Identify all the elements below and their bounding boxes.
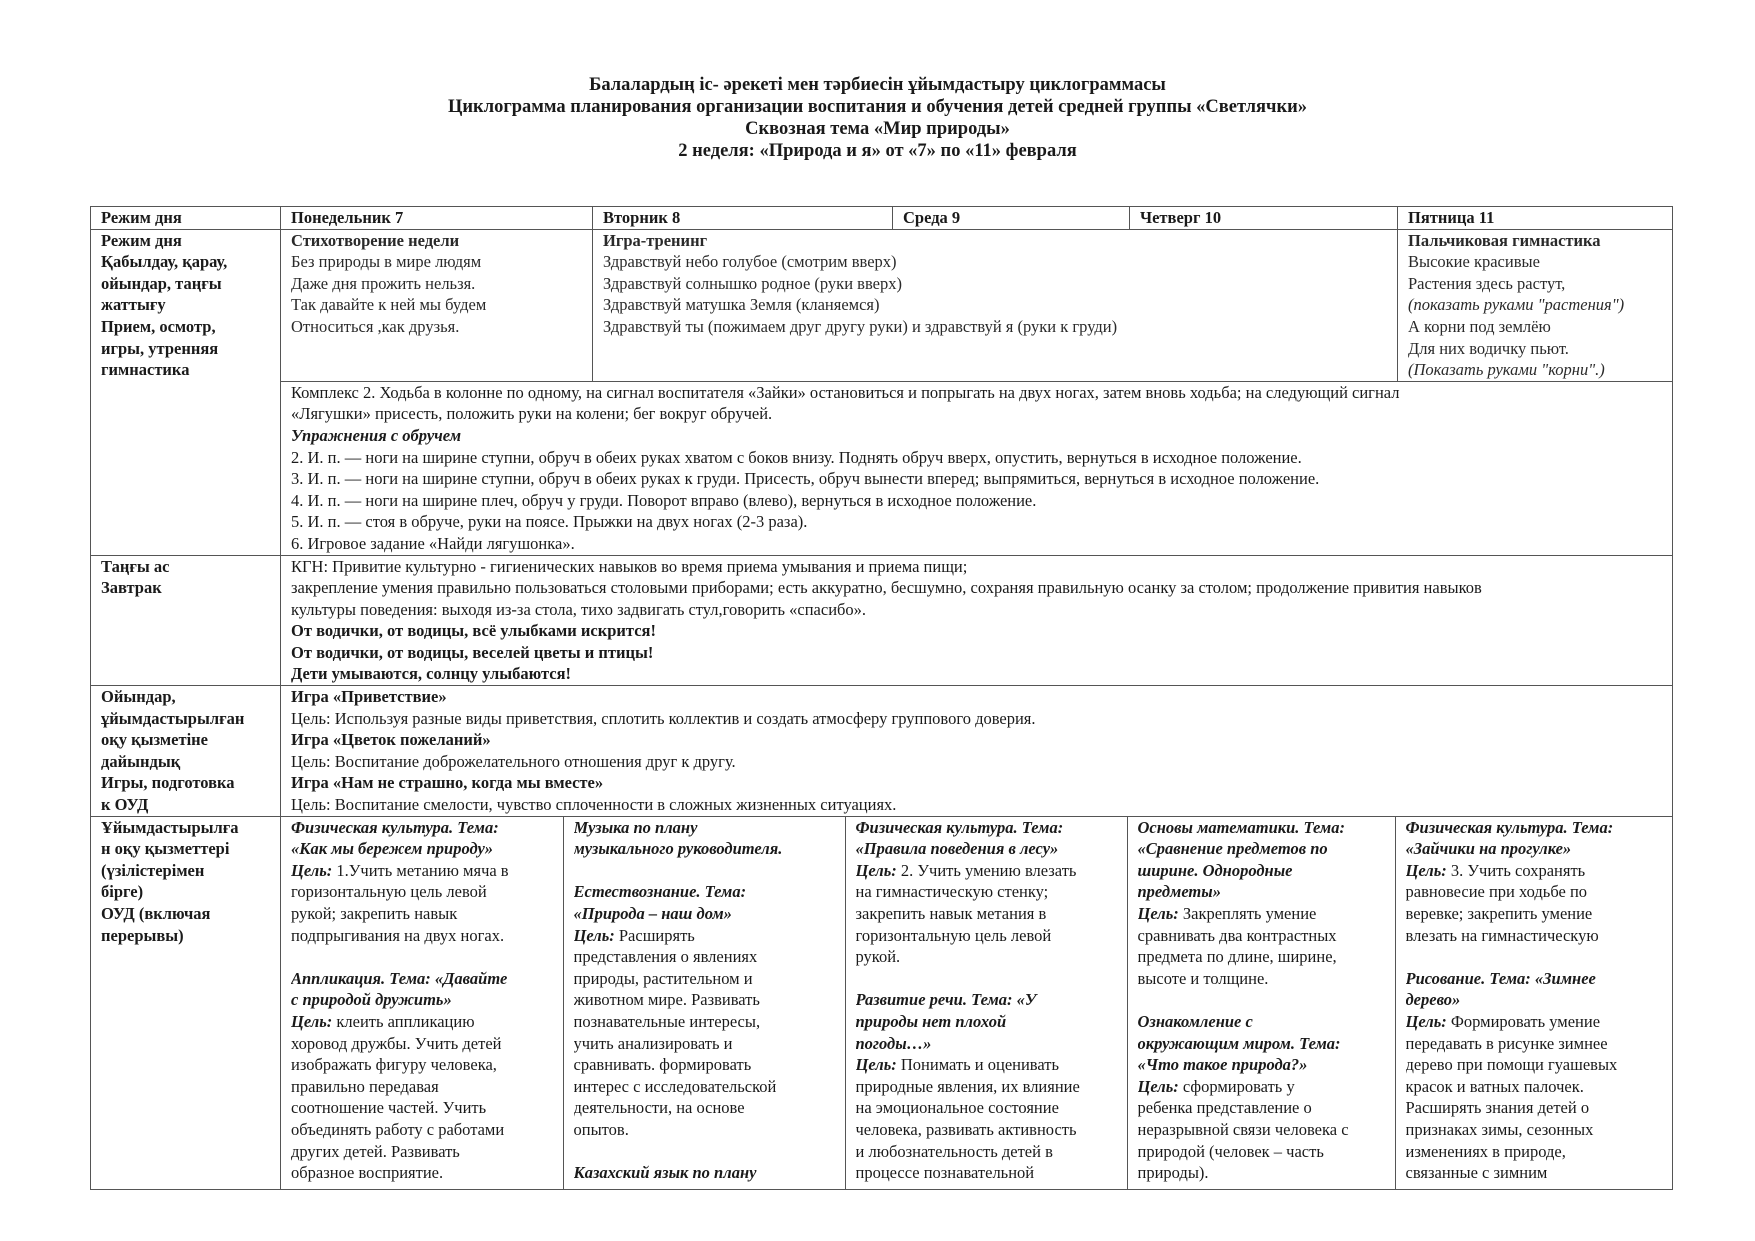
goal-label: Цель: xyxy=(1137,904,1179,923)
hoop-line: 2. И. п. — ноги на ширине ступни, обруч в обеих руках хватом с боков внизу. Поднять обруч вверх, опустить, вернуться в исходное положение. xyxy=(291,447,1302,467)
oud-cell xyxy=(281,816,1673,1189)
hoop-line: 5. И. п. — стоя в обруче, руки на поясе. Прыжки на двух ногах (2-3 раза). xyxy=(291,512,808,532)
lesson-text: влезать на гимнастическую xyxy=(1405,925,1599,945)
breakfast-line: КГН: Привитие культурно - гигиенических навыков во время приема умывания и приема пищи; xyxy=(291,556,968,576)
poem-line: Без природы в мире людям xyxy=(291,252,482,272)
oud-table xyxy=(281,817,1673,1189)
document-header xyxy=(0,74,1755,162)
finger-line: Высокие красивые xyxy=(1408,252,1540,272)
lesson-text: представления о явлениях xyxy=(573,947,758,967)
lesson-topic: «Что такое природа?» xyxy=(1137,1055,1308,1075)
row-label-line: Қабылдау, қарау, xyxy=(101,252,228,272)
goal-label: Цель: xyxy=(1405,860,1447,880)
training-line: Здравствуй матушка Земля (кланяемся) xyxy=(603,295,880,315)
row-label-line: ойындар, таңғы xyxy=(101,273,222,293)
poem-title: Стихотворение недели xyxy=(291,230,460,250)
breakfast-line: культуры поведения: выходя из-за стола, тихо задвигать стул,говорить «спасибо». xyxy=(291,599,867,619)
col-header: Четверг 10 xyxy=(1130,207,1398,230)
lesson-text: правильно передавая xyxy=(291,1076,439,1096)
lesson-text: 2. Учить умению влезать xyxy=(896,860,1077,880)
game-title: Игра «Цветок пожеланий» xyxy=(291,730,491,750)
lesson-subject: Физическая культура. Тема: xyxy=(855,817,1064,837)
finger-line: Для них водичку пьют. xyxy=(1408,338,1569,358)
lesson-text: рукой. xyxy=(855,947,901,967)
finger-line: А корни под землёю xyxy=(1408,316,1551,336)
poem-cell xyxy=(281,229,593,381)
lesson-text: Формировать умение xyxy=(1446,1011,1601,1031)
lesson-topic: «Природа – наш дом» xyxy=(573,904,732,923)
game-goal: Цель: Воспитание смелости, чувство сплоченности в сложных жизненных ситуациях. xyxy=(291,795,897,815)
row-label-line: Таңғы ас xyxy=(101,556,170,576)
lesson-subject: Физическая культура. Тема: xyxy=(1405,817,1614,837)
lesson-subject: Развитие речи. Тема: «У xyxy=(855,990,1037,1010)
row-label-line: дайындық xyxy=(101,751,181,771)
week-line: 2 неделя: «Природа и я» от «7» по «11» февраля xyxy=(678,141,1077,161)
lesson-text: природой (человек – часть xyxy=(1137,1141,1324,1161)
lesson-text: человека, развивать активность xyxy=(855,1119,1077,1139)
oud-tuesday xyxy=(563,817,845,1189)
lesson-text: высоте и толщине. xyxy=(1137,968,1269,988)
lesson-topic: с природой дружить» xyxy=(291,990,452,1010)
lesson-topic: «Правила поведения в лесу» xyxy=(855,839,1059,859)
lesson-text: на гимнастическую стенку; xyxy=(855,882,1049,902)
lesson-text: природы). xyxy=(1137,1163,1209,1183)
lesson-text: закрепить навык метания в xyxy=(855,904,1047,923)
lesson-text: природы, растительном и xyxy=(573,968,753,988)
lesson-text: горизонтальную цель левой xyxy=(855,925,1052,945)
lesson-subject: Естествознание. Тема: xyxy=(573,882,747,902)
game-title: Игра «Приветствие» xyxy=(291,687,447,707)
lesson-text: природные явления, их влияние xyxy=(855,1076,1080,1096)
lesson-text: Понимать и оценивать xyxy=(896,1055,1060,1075)
training-line: Здравствуй солнышко родное (руки вверх) xyxy=(603,273,902,293)
table-row xyxy=(91,381,1673,555)
col-header: Понедельник 7 xyxy=(281,207,593,230)
row-label-line: Ұйымдастырылға xyxy=(101,817,239,837)
goal-label: Цель: xyxy=(855,860,897,880)
lesson-subject: Аппликация. Тема: «Давайте xyxy=(291,968,508,988)
game-goal: Цель: Используя разные виды приветствия, сплотить коллектив и создать атмосферу группового доверия. xyxy=(291,708,1036,728)
col-header: Среда 9 xyxy=(893,207,1130,230)
goal-label: Цель: xyxy=(1137,1076,1179,1096)
table-row xyxy=(91,555,1673,686)
row-label xyxy=(91,816,281,1189)
lesson-text: связанные с зимним xyxy=(1405,1163,1548,1183)
lesson-subject: Ознакомление с xyxy=(1137,1011,1253,1031)
finger-line: (показать руками "растения") xyxy=(1408,295,1625,315)
lesson-text: Расширять xyxy=(614,925,695,945)
lesson-subject: Казахский язык по плану xyxy=(573,1163,757,1183)
lesson-subject: Основы математики. Тема: xyxy=(1137,817,1345,837)
title-kz: Балалардың іс- әрекеті мен тәрбиесін ұйымдастыру циклограммасы xyxy=(589,75,1166,95)
oud-friday xyxy=(1395,817,1673,1189)
row-label-line: н оқу қызметтері xyxy=(101,839,230,859)
lesson-text: подпрыгивания на двух ногах. xyxy=(291,925,505,945)
exercise-complex-cell xyxy=(281,381,1673,555)
training-title: Игра-тренинг xyxy=(603,230,708,250)
lesson-subject: Музыка по плану xyxy=(573,817,698,837)
poem-line: Относиться ,как друзья. xyxy=(291,316,460,336)
lesson-text: на эмоциональное состояние xyxy=(855,1098,1059,1118)
lesson-topic: природы нет плохой xyxy=(855,1011,1007,1031)
table-header-row xyxy=(91,207,1673,230)
games-cell xyxy=(281,686,1673,817)
lesson-text: передавать в рисунке зимнее xyxy=(1405,1033,1608,1053)
breakfast-rhyme: От водички, от водицы, веселей цветы и птицы! xyxy=(291,642,654,662)
table-row xyxy=(91,816,1673,1189)
game-title: Игра «Нам не страшно, когда мы вместе» xyxy=(291,773,604,793)
lesson-text: образное восприятие. xyxy=(291,1163,444,1183)
lesson-text: учить анализировать и xyxy=(573,1033,733,1053)
row-label-line: игры, утренняя xyxy=(101,338,219,358)
lesson-text: горизонтальную цель левой xyxy=(291,882,487,902)
lesson-text: других детей. Развивать xyxy=(291,1141,460,1161)
lesson-text: сравнивать два контрастных xyxy=(1137,925,1337,945)
finger-line: Растения здесь растут, xyxy=(1408,273,1566,293)
lesson-subject: музыкального руководителя. xyxy=(573,839,783,859)
row-label-line: Режим дня xyxy=(101,230,182,250)
goal-label: Цель: xyxy=(1405,1011,1447,1031)
lesson-topic: ширине. Однородные xyxy=(1137,860,1293,880)
lesson-subject: Рисование. Тема: «Зимнее xyxy=(1405,968,1596,988)
lesson-text: предмета по длине, ширине, xyxy=(1137,947,1337,967)
lesson-subject: окружающим миром. Тема: xyxy=(1137,1033,1341,1053)
lesson-text: красок и ватных палочек. xyxy=(1405,1076,1584,1096)
row-label-line: бірге) xyxy=(101,882,144,902)
lesson-text: деятельности, на основе xyxy=(573,1098,745,1118)
row-label-line: к ОУД xyxy=(101,795,149,815)
poem-line: Даже дня прожить нельзя. xyxy=(291,273,476,293)
lesson-text: неразрывной связи человека с xyxy=(1137,1119,1349,1139)
lesson-text: рукой; закрепить навык xyxy=(291,904,458,923)
goal-label: Цель: xyxy=(291,1011,333,1031)
hoop-title: Упражнения с обручем xyxy=(291,425,462,445)
row-label-line: гимнастика xyxy=(101,360,190,380)
row-label-line: перерывы) xyxy=(101,925,184,945)
oud-wednesday xyxy=(845,817,1127,1189)
table-row xyxy=(91,686,1673,817)
lesson-text: интерес с исследовательской xyxy=(573,1076,777,1096)
hoop-line: 6. Игровое задание «Найди лягушонка». xyxy=(291,533,575,553)
row-label xyxy=(91,229,281,555)
poem-line: Так давайте к ней мы будем xyxy=(291,295,487,315)
hoop-line: 3. И. п. — ноги на ширине ступни, обруч в обеих руках к груди. Присесть, обруч вынести вперед; выпрямиться, вернуться в исходное положение. xyxy=(291,469,1320,489)
lesson-topic: «Как мы бережем природу» xyxy=(291,839,494,859)
oud-row xyxy=(281,817,1673,1189)
training-line: Здравствуй небо голубое (смотрим вверх) xyxy=(603,252,897,272)
lesson-text: сформировать у xyxy=(1178,1076,1295,1096)
lesson-text: 1.Учить метанию мяча в xyxy=(332,860,509,880)
finger-gym-cell xyxy=(1398,229,1673,381)
lesson-text: изменениях в природе, xyxy=(1405,1141,1566,1161)
training-line: Здравствуй ты (пожимаем друг другу руки) и здравствуй я (руки к груди) xyxy=(603,316,1118,336)
lesson-text: Расширять знания детей о xyxy=(1405,1098,1590,1118)
lesson-topic: «Сравнение предметов по xyxy=(1137,839,1328,859)
lesson-text: соотношение частей. Учить xyxy=(291,1098,487,1118)
lesson-topic: предметы» xyxy=(1137,882,1221,902)
table-row xyxy=(91,229,1673,381)
lesson-text: и любознательность детей в xyxy=(855,1141,1053,1161)
lesson-text: познавательные интересы, xyxy=(573,1011,761,1031)
lesson-subject: Физическая культура. Тема: xyxy=(291,817,499,837)
row-label-line: Завтрак xyxy=(101,578,162,598)
lesson-text: Закреплять умение xyxy=(1178,904,1317,923)
row-label-line: (үзілістерімен xyxy=(101,860,205,880)
row-label-line: Игры, подготовка xyxy=(101,773,235,793)
lesson-text: клеить аппликацию xyxy=(332,1011,475,1031)
complex-line: Комплекс 2. Ходьба в колонне по одному, на сигнал воспитателя «Зайки» остановиться и попрыгать на двух ногах, затем вновь ходьба; на следующий сигнал xyxy=(291,382,1400,402)
goal-label: Цель: xyxy=(291,860,333,880)
lesson-text: сравнивать. формировать xyxy=(573,1055,752,1075)
breakfast-rhyme: От водички, от водицы, всё улыбками искрится! xyxy=(291,621,656,641)
col-header: Вторник 8 xyxy=(593,207,893,230)
row-label-line: Ойындар, xyxy=(101,687,176,707)
row-label-line: ОУД (включая xyxy=(101,904,211,923)
lesson-text: животном мире. Развивать xyxy=(573,990,760,1010)
theme-line: Сквозная тема «Мир природы» xyxy=(745,119,1010,139)
lesson-text: дерево при помощи гуашевых xyxy=(1405,1055,1618,1075)
row-label-line: Прием, осмотр, xyxy=(101,316,216,336)
breakfast-line: закрепление умения правильно пользоваться столовыми приборами; есть аккуратно, бесшумно, сохраняя правильную осанку за столом; продолжение привития навыков xyxy=(291,578,1482,598)
row-label-line: жаттығу xyxy=(101,295,166,315)
finger-title: Пальчиковая гимнастика xyxy=(1408,230,1601,250)
row-label xyxy=(91,555,281,686)
col-header: Режим дня xyxy=(91,207,281,230)
oud-thursday xyxy=(1127,817,1395,1189)
training-cell xyxy=(593,229,1398,381)
lesson-text: объединять работу с работами xyxy=(291,1119,505,1139)
game-goal: Цель: Воспитание доброжелательного отношения друг к другу. xyxy=(291,751,736,771)
lesson-text: равновесие при ходьбе по xyxy=(1405,882,1588,902)
lesson-text: хоровод дружбы. Учить детей xyxy=(291,1033,502,1053)
hoop-line: 4. И. п. — ноги на ширине плеч, обруч у груди. Поворот вправо (влево), вернуться в исходное положение. xyxy=(291,490,1037,510)
row-label xyxy=(91,686,281,817)
breakfast-cell xyxy=(281,555,1673,686)
lesson-topic: погоды…» xyxy=(855,1033,932,1053)
goal-label: Цель: xyxy=(573,925,615,945)
plan-table xyxy=(90,206,1673,1190)
lesson-text: веревке; закрепить умение xyxy=(1405,904,1593,923)
lesson-text: процессе познавательной xyxy=(855,1163,1035,1183)
title-ru: Циклограмма планирования организации воспитания и обучения детей средней группы «Светлячки» xyxy=(447,97,1308,117)
breakfast-rhyme: Дети умываются, солнцу улыбаются! xyxy=(291,664,572,684)
col-header: Пятница 11 xyxy=(1398,207,1673,230)
lesson-topic: «Зайчики на прогулке» xyxy=(1405,839,1572,859)
goal-label: Цель: xyxy=(855,1055,897,1075)
lesson-text: ребенка представление о xyxy=(1137,1098,1312,1118)
row-label-line: оқу қызметіне xyxy=(101,730,209,750)
oud-monday xyxy=(281,817,563,1189)
finger-line: (Показать руками "корни".) xyxy=(1408,360,1605,380)
lesson-text: 3. Учить сохранять xyxy=(1446,860,1586,880)
lesson-text: опытов. xyxy=(573,1119,629,1139)
lesson-text: признаках зимы, сезонных xyxy=(1405,1119,1594,1139)
lesson-text: изображать фигуру человека, xyxy=(291,1055,497,1075)
row-label-line: ұйымдастырылған xyxy=(101,708,245,728)
lesson-topic: дерево» xyxy=(1405,990,1461,1010)
complex-line: «Лягушки» присесть, положить руки на колени; бег вокруг обручей. xyxy=(291,404,773,424)
